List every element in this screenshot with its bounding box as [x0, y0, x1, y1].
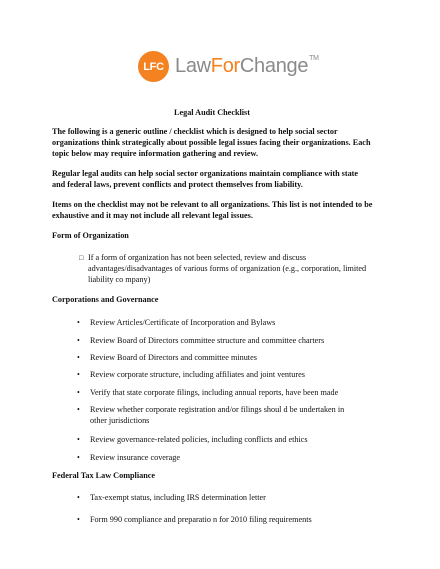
page-title: Legal Audit Checklist: [174, 108, 250, 117]
bullet-icon: •: [77, 353, 80, 362]
intro-line-2: organizations think strategically about possible legal issues facing their organizations. Each: [52, 138, 371, 147]
tax-item: Tax-exempt status, including IRS determination letter: [90, 493, 266, 502]
form-line-2: advantages/disadvantages of various forms of organization (e.g., corporation, limited: [88, 264, 367, 273]
logo-law: Law: [175, 55, 211, 77]
bullet-icon: •: [77, 370, 80, 379]
tax-item: Form 990 compliance and preparatio n for 2010 filing requirements: [90, 515, 312, 524]
logo-for: For: [210, 55, 240, 77]
lawforchange-logo: [138, 51, 319, 82]
section-heading-form: Form of Organization: [52, 231, 129, 240]
bullet-icon: •: [77, 336, 80, 345]
governance-item: Review Articles/Certificate of Incorporation and Bylaws: [90, 318, 276, 327]
governance-item-continued: other jurisdictions: [90, 416, 150, 425]
governance-item: Review Board of Directors and committee minutes: [90, 353, 257, 362]
intro-line-3: topic below may require information gathering and review.: [52, 149, 259, 158]
bullet-icon: •: [77, 453, 80, 462]
bullet-icon: •: [77, 405, 80, 414]
regular-line-1: Regular legal audits can help social sector organizations maintain compliance with state: [52, 169, 359, 178]
bullet-icon: •: [77, 318, 80, 327]
regular-line-2: and federal laws, prevent conflicts and protect themselves from liability.: [52, 180, 303, 189]
section-heading-governance: Corporations and Governance: [52, 295, 159, 304]
bullet-icon: •: [77, 515, 80, 524]
governance-item: Review corporate structure, including affiliates and joint ventures: [90, 370, 305, 379]
form-line-3: liability co mpany): [88, 275, 151, 284]
logo-change: Change: [239, 55, 309, 77]
bullet-icon: •: [77, 388, 80, 397]
form-line-1: If a form of organization has not been selected, review and discuss: [88, 253, 307, 262]
governance-item: Review insurance coverage: [90, 453, 181, 462]
governance-item: Review Board of Directors committee structure and committee charters: [90, 336, 325, 345]
section-heading-tax: Federal Tax Law Compliance: [52, 471, 156, 480]
checkbox-icon: □: [79, 254, 84, 262]
governance-item: Verify that state corporate filings, including annual reports, have been made: [90, 388, 339, 397]
logo-tm: TM: [309, 55, 319, 62]
bullet-icon: •: [77, 435, 80, 444]
intro-line-1: The following is a generic outline / checklist which is designed to help social sector: [52, 127, 338, 136]
note-line-2: exhaustive and it may not include all relevant legal issues.: [52, 211, 253, 220]
lfc-badge: LFC: [138, 51, 169, 82]
governance-item: Review governance-related policies, including conflicts and ethics: [90, 435, 308, 444]
bullet-icon: •: [77, 493, 80, 502]
note-line-1: Items on the checklist may not be relevant to all organizations. This list is not intended to be: [52, 200, 373, 209]
governance-item: Review whether corporate registration and/or filings shoul d be undertaken in: [90, 405, 345, 414]
logo-wordmark: [175, 55, 319, 78]
